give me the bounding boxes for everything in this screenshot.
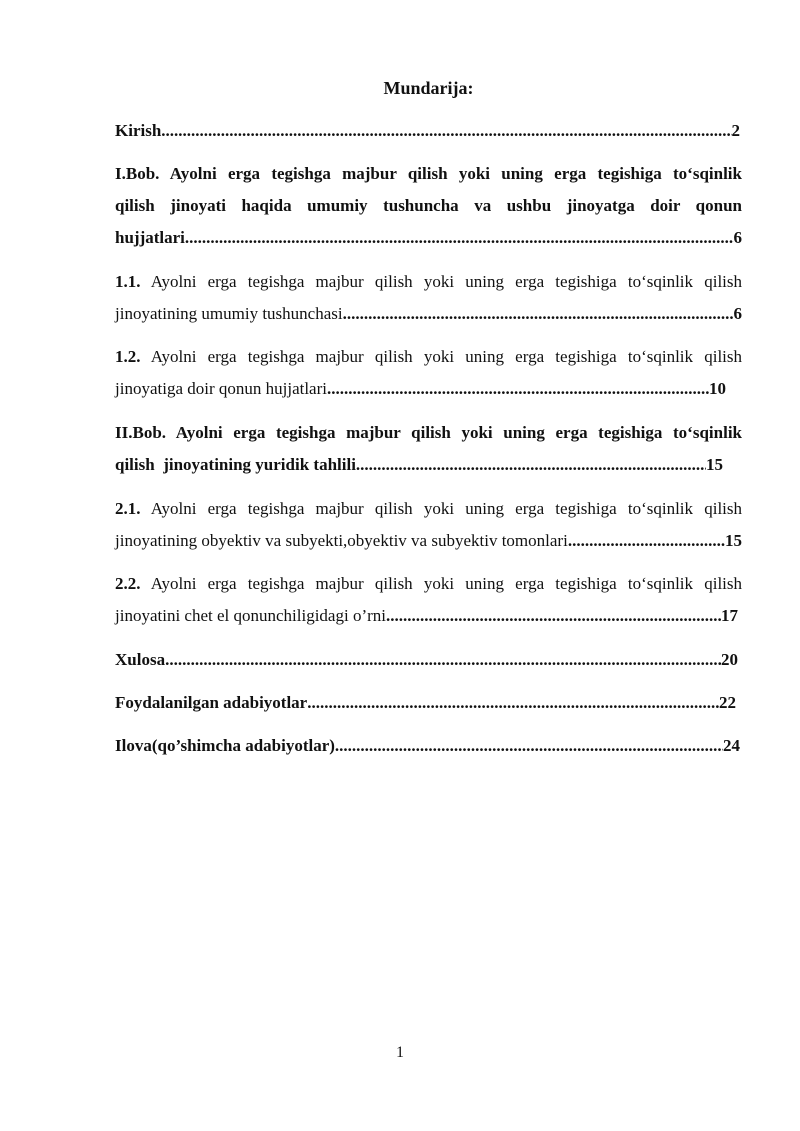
toc-leader-dots (327, 373, 709, 405)
toc-entry-appendix (115, 730, 740, 762)
toc-entry-line (115, 493, 742, 525)
toc-page-number: 20 (721, 650, 738, 669)
toc-entry-line (115, 568, 742, 600)
toc-entry-line: jinoyatini chet el qonunchiligidagi o’rni (115, 606, 386, 625)
toc-entry-label: Kirish (115, 121, 162, 140)
toc-page-number: 2 (731, 121, 740, 140)
toc-entry-label: Xulosa (115, 650, 166, 669)
toc-entry-text: Ayolni erga tegishga majbur qilish yoki uning erga tegishiga to‘sqinlik qilish (150, 499, 743, 518)
toc-entry-kirish (115, 115, 740, 147)
page-number: 1 (396, 1044, 404, 1061)
toc-entry-label: Foydalanilgan adabiyotlar (115, 693, 308, 712)
toc-leader-dots (356, 449, 706, 481)
toc-entry-line: II.Bob. Ayolni erga tegishga majbur qilish yoki uning erga tegishiga to‘sqinlik (115, 423, 742, 442)
toc-section-number: 2.1. (115, 499, 141, 518)
toc-entry-xulosa (115, 644, 738, 676)
toc-page-number: 15 (725, 531, 742, 550)
toc-section-number: 2.2. (115, 574, 141, 593)
toc-leader-dots (161, 115, 731, 147)
toc-entry-line (115, 266, 742, 298)
toc-entry-line: hujjatlari (115, 228, 185, 247)
toc-entry-text: Ayolni erga tegishga majbur qilish yoki uning erga tegishiga to‘sqinlik qilish (150, 272, 743, 291)
toc-section-number: 1.1. (115, 272, 141, 291)
toc-entry-chapter-1 (115, 158, 742, 254)
toc-leader-dots (165, 644, 721, 676)
toc-page-number: 22 (719, 693, 736, 712)
toc-title: Mundarija: (383, 78, 474, 98)
toc-leader-dots (343, 298, 734, 330)
toc-entry-section-1-2 (115, 341, 742, 405)
toc-entry-text: Ayolni erga tegishga majbur qilish yoki uning erga tegishiga to‘sqinlik qilish (150, 347, 743, 366)
toc-page-number: 24 (723, 736, 740, 755)
toc-page-number: 17 (721, 606, 738, 625)
toc-leader-dots (307, 687, 719, 719)
toc-leader-dots (335, 730, 723, 762)
toc-page-number: 15 (706, 455, 723, 474)
toc-entry-section-2-2 (115, 568, 742, 632)
toc-entry-text: Ayolni erga tegishga majbur qilish yoki uning erga tegishiga to‘sqinlik qilish (150, 574, 743, 593)
toc-page-number: 10 (709, 379, 726, 398)
toc-entry-line: jinoyatining umumiy tushunchasi (115, 304, 343, 323)
toc-entry-section-1-1 (115, 266, 742, 330)
toc-entry-line: jinoyatining obyektiv va subyekti,obyektiv va subyektiv tomonlari (115, 531, 568, 550)
toc-entry-label: Ilova(qo’shimcha adabiyotlar) (115, 736, 335, 755)
toc-page-number: 6 (733, 228, 742, 247)
toc-entry-section-2-1 (115, 493, 742, 557)
toc-leader-dots (185, 222, 734, 254)
toc-leader-dots (386, 600, 721, 632)
toc-entry-line: I.Bob. Ayolni erga tegishga majbur qilish yoki uning erga tegishiga to‘sqinlik (115, 164, 742, 183)
toc-entry-references (115, 687, 736, 719)
toc-section-number: 1.2. (115, 347, 141, 366)
toc-entry-chapter-2 (115, 417, 742, 481)
toc-entry-line: jinoyatiga doir qonun hujjatlari (115, 379, 327, 398)
toc-entry-line: qilish jinoyatining yuridik tahlili (115, 455, 356, 474)
toc-leader-dots (568, 525, 725, 557)
toc-entry-line (115, 341, 742, 373)
toc-entry-line: qilish jinoyati haqida umumiy tushuncha va ushbu jinoyatga doir qonun (115, 196, 742, 215)
toc-page-number: 6 (733, 304, 742, 323)
